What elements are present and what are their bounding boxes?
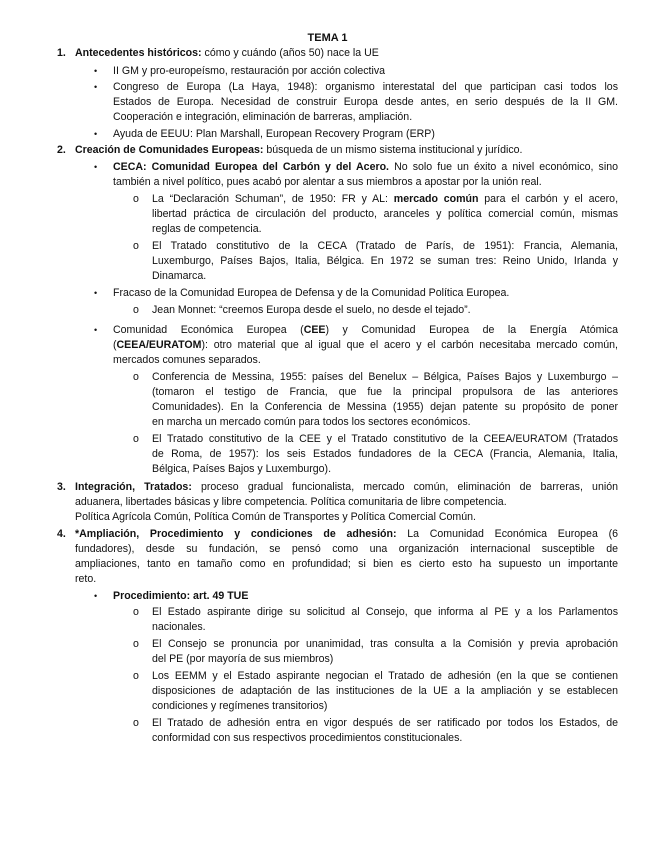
section-1-intro: cómo y cuándo (años 50) nace la UE <box>204 47 379 59</box>
schuman-line-3: reglas de competencia. <box>152 223 262 235</box>
proc-step-2-line-1: El Consejo se pronuncia por unanimidad, tras consulta a la Comisión y previa aprobación <box>152 638 618 650</box>
paris-line-1: El Tratado constitutivo de la CECA (Tratado de París, de 1951): Francia, Alemania, <box>152 240 618 252</box>
cee-line-1 <box>113 323 618 337</box>
proc-step-1-line-1: El Estado aspirante dirige su solicitud al Consejo, que informa al PE y a los Parlamentos <box>152 606 618 618</box>
procedimiento-label-text: Procedimiento: art. 49 TUE <box>113 590 249 602</box>
s1-bullet-3: Ayuda de EEUU: Plan Marshall, European Recovery Program (ERP) <box>113 128 435 140</box>
s1-bullet-2-line-1: Congreso de Europa (La Haya, 1948): organismo interestatal del que participan casi todos los <box>113 81 618 93</box>
ceca-line-1-rest: No solo fue un éxito a nivel económico, sino <box>394 161 618 173</box>
circle-marker: o <box>133 433 139 445</box>
bullet-marker: • <box>94 66 98 76</box>
monnet-quote: Jean Monnet: “creemos Europa desde el suelo, no desde el tejado”. <box>152 304 471 316</box>
section-4-heading: *Ampliación, Procedimiento y condiciones de adhesión: <box>75 528 397 540</box>
section-4-number: 4. <box>57 528 66 540</box>
bullet-marker: • <box>94 325 98 335</box>
s1-bullet-2-line-3: Cooperación e integración, eliminación de barreras, ampliación. <box>113 111 413 123</box>
cee-line-2-c: ): otro material que al igual que el acero y el carbón necesitaba mercado común, <box>201 339 618 351</box>
bullet-marker: • <box>94 591 98 601</box>
section-1-heading: Antecedentes históricos: <box>75 47 202 59</box>
bullet-marker: • <box>94 162 98 172</box>
cee-line-1-a: Comunidad Económica Europea ( <box>113 324 304 336</box>
schuman-line-1 <box>152 192 618 206</box>
bullet-marker: • <box>94 129 98 139</box>
paris-line-2: Luxemburgo, Países Bajos, Italia, Bélgica. En 1972 se suman tres: Reino Unido, Irlanda y <box>152 255 618 267</box>
proc-step-1-line-2: nacionales. <box>152 621 206 633</box>
section-2-number: 2. <box>57 144 66 156</box>
schuman-mercado-comun: mercado común <box>393 193 479 205</box>
circle-marker: o <box>133 717 139 729</box>
procedimiento-label <box>113 589 248 603</box>
messina-line-3: Comunidades). En la Conferencia de Messina (1955) dejan patente su propósito de poner <box>152 401 618 413</box>
circle-marker: o <box>133 240 139 252</box>
section-2-heading-line <box>75 143 523 157</box>
circle-marker: o <box>133 193 139 205</box>
section-3-heading-line <box>75 480 618 494</box>
section-2-intro: búsqueda de un mismo sistema institucional y jurídico. <box>266 144 523 156</box>
circle-marker: o <box>133 371 139 383</box>
fracaso-line: Fracaso de la Comunidad Europea de Defensa y de la Comunidad Política Europea. <box>113 287 510 299</box>
proc-step-2-line-2: del PE (por mayoría de sus miembros) <box>152 653 334 665</box>
schuman-lead: La “Declaración Schuman”, de 1950: FR y AL: <box>152 193 388 205</box>
proc-step-4-line-2: conformidad con sus respectivos procedimientos constitucionales. <box>152 732 463 744</box>
section-3-number: 3. <box>57 481 66 493</box>
bullet-marker: • <box>94 288 98 298</box>
circle-marker: o <box>133 304 139 316</box>
proc-step-3-line-2: disposiciones de adaptación de las instituciones de la UE a la ampliación y se establecen <box>152 685 618 697</box>
messina-line-4: en marcha un mercado común para todos los sectores económicos. <box>152 416 471 428</box>
section-2-heading: Creación de Comunidades Europeas: <box>75 144 264 156</box>
ceca-line-2: también a nivel político, pues acabó por alentar a sus miembros a apostar por la unión real. <box>113 176 542 188</box>
section-4-heading-line <box>75 527 618 541</box>
messina-line-2: (tomaron el testigo de Francia, que fue la principal propulsora de las anteriores <box>152 386 618 398</box>
section-4-line-3: ampliaciones, tanto en tamaño como en profundidad; si bien es cierto esto ha supuesto un importante <box>75 558 618 570</box>
ceca-line-1 <box>113 160 618 174</box>
section-3-line-2: aduanera, libertades básicas y libre competencia. Política comunitaria de libre competencia. <box>75 496 507 508</box>
section-3-line-3: Política Agrícola Común, Política Común de Transportes y Política Comercial Común. <box>75 511 476 523</box>
section-1-heading-line <box>75 46 379 60</box>
roma-line-3: Bélgica, Países Bajos y Luxemburgo). <box>152 463 332 475</box>
cee-line-1-c: ) y Comunidad Europea de la Energía Atómica <box>325 324 618 336</box>
section-4-line-2: fundadores), desde su fundación, se pensó como una organización internacional susceptible de <box>75 543 618 555</box>
cee-line-3: mercados comunes separados. <box>113 354 261 366</box>
roma-line-1: El Tratado constitutivo de la CEE y el Tratado constitutivo de la CEEA/EURATOM (Tratados <box>152 433 618 445</box>
cee-line-2-a: ( <box>113 339 117 351</box>
s1-bullet-2-line-2: Estados de Europa. Necesidad de construir Europa desde antes, en serio después de la II GM. <box>113 96 618 108</box>
section-1-number: 1. <box>57 47 66 59</box>
page-title: TEMA 1 <box>307 32 348 44</box>
messina-line-1: Conferencia de Messina, 1955: países del Benelux – Bélgica, Países Bajos y Luxemburgo – <box>152 371 618 383</box>
schuman-line-2: libertad práctica de circulación del producto, aranceles y política comercial común, mismas <box>152 208 618 220</box>
section-3-intro: proceso gradual funcionalista, mercado común, eliminación de barreras, unión <box>201 481 618 493</box>
circle-marker: o <box>133 606 139 618</box>
euratom-abbrev: CEEA/EURATOM <box>116 339 202 351</box>
s1-bullet-1: II GM y pro-europeísmo, restauración por acción colectiva <box>113 65 386 77</box>
ceca-heading: CECA: Comunidad Europea del Carbón y del Acero. <box>113 161 389 173</box>
proc-step-4-line-1: El Tratado de adhesión entra en vigor después de ser ratificado por todos los Estados, de <box>152 717 618 729</box>
section-4-line-4: reto. <box>75 573 97 585</box>
schuman-tail: para el carbón y el acero, <box>484 193 619 205</box>
bullet-marker: • <box>94 82 98 92</box>
cee-line-2 <box>113 338 618 352</box>
section-3-heading: Integración, Tratados: <box>75 481 192 493</box>
section-4-intro: La Comunidad Económica Europea (6 <box>407 528 618 540</box>
roma-line-2: de Roma, de 1957): los seis Estados fundadores de la CECA (Francia, Alemania, Italia, <box>152 448 618 460</box>
circle-marker: o <box>133 638 139 650</box>
cee-abbrev: CEE <box>303 324 326 336</box>
paris-line-3: Dinamarca. <box>152 270 207 282</box>
proc-step-3-line-3: condiciones y regímenes transitorios) <box>152 700 328 712</box>
proc-step-3-line-1: Los EEMM y el Estado aspirante negocian el Tratado de adhesión (en la que se contienen <box>152 670 618 682</box>
circle-marker: o <box>133 670 139 682</box>
